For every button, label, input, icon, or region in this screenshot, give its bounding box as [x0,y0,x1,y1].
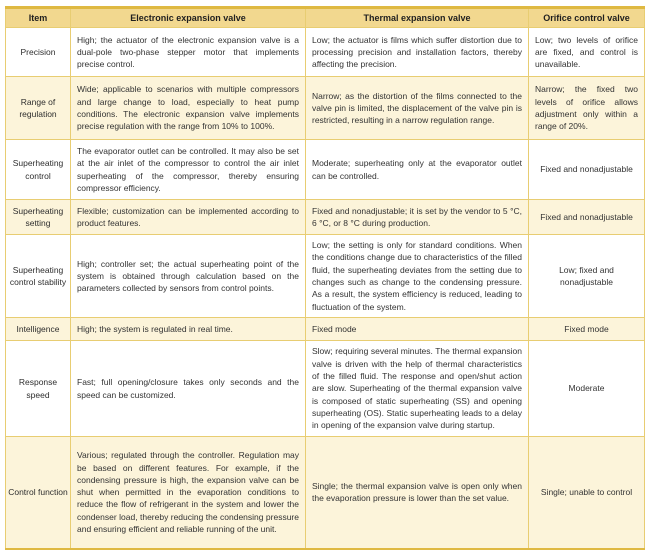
orifice-cell: Low; fixed and nonadjustable [529,235,645,318]
table-row-superheating-setting [6,200,645,235]
valve-comparison-table [5,6,645,550]
orifice-cell: Low; two levels of orifice are fixed, and control is unavailable. [529,28,645,77]
electronic-cell: High; the system is regulated in real time. [71,318,306,341]
row-label: Response speed [6,341,71,437]
thermal-cell: Low; the actuator is films which suffer distortion due to processing precision and installation factors, thereby affecting the precision. [306,28,529,77]
orifice-cell: Moderate [529,341,645,437]
table-row-intelligence [6,318,645,341]
table-row-superheating-control-stability [6,235,645,318]
electronic-cell: High; the actuator of the electronic expansion valve is a dual-pole two-phase stepper motor that implements precise control. [71,28,306,77]
table-row-precision [6,28,645,77]
row-label: Control function [6,437,71,549]
thermal-cell: Fixed mode [306,318,529,341]
row-label: Superheating setting [6,200,71,235]
thermal-cell: Moderate; superheating only at the evaporator outlet can be controlled. [306,140,529,200]
valve-comparison-table-container [5,6,645,550]
row-label: Range of regulation [6,77,71,140]
orifice-cell: Narrow; the fixed two levels of orifice allows adjustment only within a range of 20%. [529,77,645,140]
electronic-cell: Flexible; customization can be implemented according to product features. [71,200,306,235]
orifice-cell: Fixed mode [529,318,645,341]
orifice-cell: Fixed and nonadjustable [529,140,645,200]
header-cell-thermal-expansion-valve: Thermal expansion valve [306,8,529,28]
header-cell-electronic-expansion-valve: Electronic expansion valve [71,8,306,28]
thermal-cell: Single; the thermal expansion valve is open only when the evaporation pressure is lower than the set value. [306,437,529,549]
row-label: Superheating control stability [6,235,71,318]
row-label: Superheating control [6,140,71,200]
header-cell-item: Item [6,8,71,28]
table-row-control-function [6,437,645,549]
thermal-cell: Narrow; as the distortion of the films connected to the valve pin is limited, the displacement of the valve pin is restricted, resulting in a narrow regulation range. [306,77,529,140]
electronic-cell: Wide; applicable to scenarios with multiple compressors and large change to load, especially to heat pump conditions. The electronic expansion valve implements precise regulation with the range from 10% to 100%. [71,77,306,140]
orifice-cell: Single; unable to control [529,437,645,549]
electronic-cell: High; controller set; the actual superheating point of the system is obtained through calculation based on the parameters collected by sensors from control points. [71,235,306,318]
table-row-superheating-control [6,140,645,200]
thermal-cell: Slow; requiring several minutes. The thermal expansion valve is driven with the help of thermal characteristics of the filled fluid. The response and open/shut action are slow. Superheating of the thermal expansion valve is composed of static superheating (SS) and opening superheating (OS). Static superheating leads to a delay in opening of the expansion valve during startup. [306,341,529,437]
electronic-cell: The evaporator outlet can be controlled. It may also be set at the air inlet of the compressor to control the air inlet superheating of the compressor, thereby ensuring compressor efficiency. [71,140,306,200]
orifice-cell: Fixed and nonadjustable [529,200,645,235]
row-label: Intelligence [6,318,71,341]
table-header-row [6,8,645,28]
table-row-range-of-regulation [6,77,645,140]
row-label: Precision [6,28,71,77]
thermal-cell: Low; the setting is only for standard conditions. When the conditions change due to characteristics of the filled fluid, the superheating deviates from the setting due to changes such as change to the condensing pressure. As a result, the system efficiency is reduced, leading to fluctuation of the system. [306,235,529,318]
electronic-cell: Fast; full opening/closure takes only seconds and the speed can be customized. [71,341,306,437]
header-cell-orifice-control-valve: Orifice control valve [529,8,645,28]
table-row-response-speed [6,341,645,437]
thermal-cell: Fixed and nonadjustable; it is set by the vendor to 5 °C, 6 °C, or 8 °C during production. [306,200,529,235]
electronic-cell: Various; regulated through the controller. Regulation may be based on different features. For example, if the condensing pressure is high, the expansion valve can be shut when permitted in the evaporation conditions to reduce the flow of refrigerant in the system and lower the condenser load, thereby reducing the condensing pressure and ensuring efficient and reliable running of the unit. [71,437,306,549]
